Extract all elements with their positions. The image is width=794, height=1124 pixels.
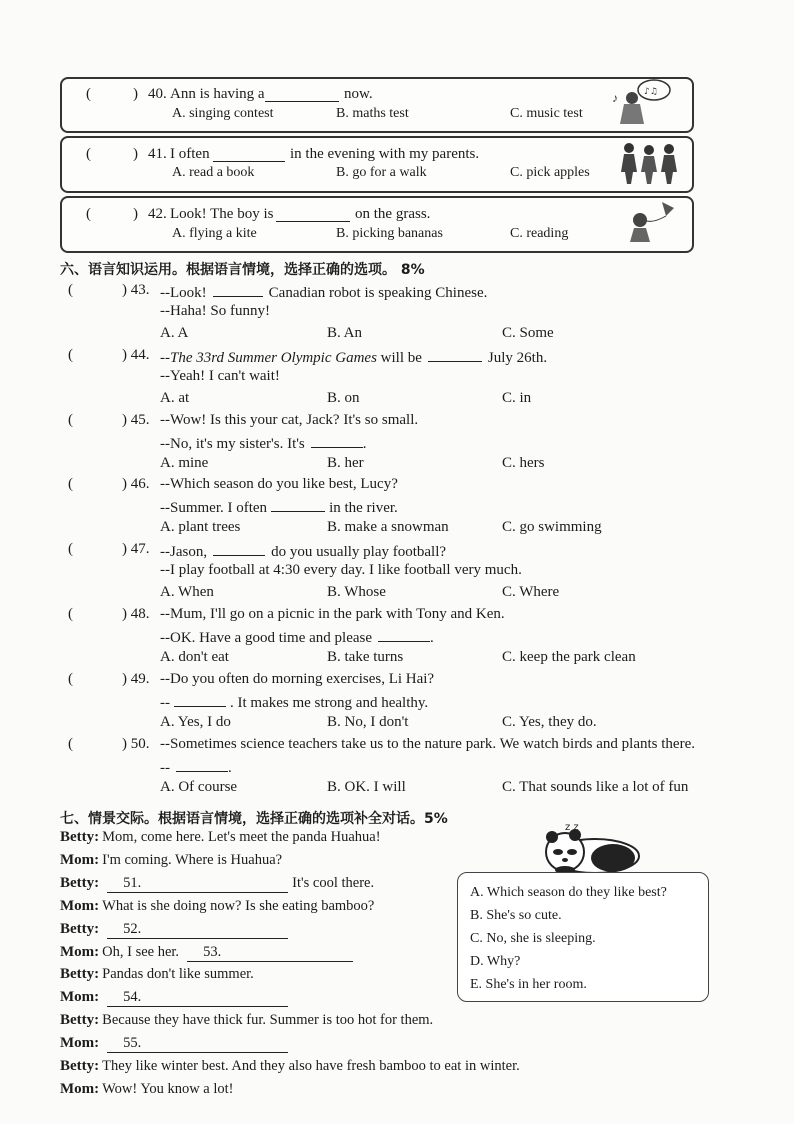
question-text: --Do you often do morning exercises, Li Hai? xyxy=(160,670,435,687)
section-6-title: 六、语言知识运用。根据语言情境，选择正确的选项。 8% xyxy=(60,262,425,278)
speaker-label: Betty: xyxy=(60,1058,100,1074)
sleeping-panda-icon xyxy=(535,818,647,876)
question-line-2 xyxy=(160,562,522,579)
question-line-1 xyxy=(160,736,695,753)
response-text: -- xyxy=(160,694,170,711)
question-text: --Look! xyxy=(160,285,207,301)
question-line-1 xyxy=(160,671,434,688)
question-line-2 xyxy=(160,433,367,453)
answer-paren-left[interactable]: ( xyxy=(68,541,73,558)
question-text: Canadian robot is speaking Chinese. xyxy=(268,285,488,301)
music-notes-icon xyxy=(610,78,672,128)
response-text: --I play football at 4:30 every day. I like football very much. xyxy=(160,562,522,579)
speaker-label: Mom: xyxy=(60,1080,100,1097)
dialogue-line xyxy=(60,898,374,915)
question-number: ) 46. xyxy=(122,476,150,493)
boy-with-kite-icon xyxy=(622,198,682,248)
question-text-before: I often xyxy=(170,146,210,162)
question-number: ) 47. xyxy=(122,541,150,558)
answer-blank[interactable] xyxy=(213,147,285,162)
question-line-1 xyxy=(160,412,418,429)
dialogue-line xyxy=(60,1081,234,1098)
question-text: do you usually play football? xyxy=(271,544,447,561)
option-c[interactable]: C. No, she is sleeping. xyxy=(470,931,596,946)
response-text: --OK. Have a good time and please xyxy=(160,630,373,646)
answer-blank[interactable] xyxy=(428,347,482,362)
question-number: ) 50. xyxy=(122,735,150,752)
response-text: --Summer. I often xyxy=(160,500,268,517)
response-text: -- xyxy=(160,759,170,776)
question-text-before: Ann is having a xyxy=(170,86,265,102)
options-box xyxy=(457,872,709,1002)
answer-blank[interactable]: 53. xyxy=(187,944,353,962)
dialogue-line xyxy=(60,875,374,893)
question-text-after: on the grass. xyxy=(355,206,431,222)
answer-blank[interactable]: 55. xyxy=(107,1035,288,1053)
svg-text:♪: ♪ xyxy=(612,91,618,105)
question-line-2 xyxy=(160,627,434,647)
option-a[interactable]: A. read a book xyxy=(172,165,255,180)
question-text: --Sometimes science teachers take us to the nature park. We watch birds and plants there. xyxy=(160,735,695,752)
speaker-label: Mom: xyxy=(60,1035,100,1052)
answer-paren-right: ) xyxy=(133,146,138,162)
option-b[interactable]: B. picking bananas xyxy=(336,226,443,241)
question-number: 42. xyxy=(148,206,167,222)
dialogue-text: Oh, I see her. xyxy=(102,943,180,960)
question-number: ) 44. xyxy=(122,346,150,363)
answer-blank[interactable] xyxy=(378,627,430,642)
option-b[interactable]: B. Whose xyxy=(327,584,386,601)
question-number: ) 49. xyxy=(122,670,150,687)
answer-paren-left[interactable]: ( xyxy=(68,735,73,752)
response-text: --Haha! So funny! xyxy=(160,303,270,319)
question-box-42 xyxy=(60,196,694,253)
dialogue-text: Pandas don't like summer. xyxy=(102,966,254,983)
question-text: --Mum, I'll go on a picnic in the park with Tony and Ken. xyxy=(160,606,505,622)
section-7-title: 七、情景交际。根据语言情境，选择正确的选项补全对话。5% xyxy=(60,811,448,827)
answer-paren-right: ) xyxy=(133,86,138,102)
dialogue-text: They like winter best. And they also have fresh bamboo to eat in winter. xyxy=(102,1058,520,1074)
answer-blank[interactable] xyxy=(276,207,350,222)
question-text: --Wow! Is this your cat, Jack? It's so small. xyxy=(160,411,419,428)
dialogue-text: Mom, come here. Let's meet the panda Huahua! xyxy=(102,829,381,845)
option-b[interactable]: B. OK. I will xyxy=(327,778,406,795)
question-number: ) 45. xyxy=(122,411,150,428)
option-d[interactable]: D. Why? xyxy=(470,954,521,969)
dialogue-line xyxy=(60,852,282,869)
answer-blank[interactable] xyxy=(311,433,363,448)
speaker-label: Mom: xyxy=(60,851,100,868)
response-text: in the river. xyxy=(329,500,398,517)
question-line-2 xyxy=(160,757,232,777)
option-c[interactable]: C. keep the park clean xyxy=(502,649,636,665)
answer-paren-right: ) xyxy=(133,206,138,222)
speaker-label: Betty: xyxy=(60,829,100,845)
question-text-after: now. xyxy=(344,86,373,102)
punctuation: . xyxy=(362,435,367,452)
speaker-label: Betty: xyxy=(60,1012,100,1029)
dialogue-text: It's cool there. xyxy=(292,874,375,891)
dialogue-text: Because they have thick fur. Summer is too hot for them. xyxy=(102,1012,434,1029)
answer-blank[interactable] xyxy=(271,497,325,512)
question-text: July 26th. xyxy=(487,349,548,366)
option-c[interactable]: C. pick apples xyxy=(510,165,590,180)
dialogue-line xyxy=(60,829,381,846)
option-a[interactable]: A. singing contest xyxy=(172,106,274,121)
option-c[interactable]: C. Yes, they do. xyxy=(502,713,597,730)
svg-text:z z: z z xyxy=(565,822,579,833)
question-line-1 xyxy=(160,347,547,367)
question-text-before: Look! The boy is xyxy=(170,206,274,222)
option-b[interactable]: B. make a snowman xyxy=(327,519,449,536)
answer-paren-left[interactable]: ( xyxy=(68,606,73,622)
option-a[interactable]: A. Yes, I do xyxy=(160,713,231,730)
question-text: --Jason, xyxy=(160,544,208,561)
option-a[interactable]: A. Of course xyxy=(160,778,238,795)
response-text: . It makes me strong and healthy. xyxy=(230,694,429,711)
question-line-2 xyxy=(160,497,398,517)
answer-paren-left[interactable]: ( xyxy=(86,86,91,102)
option-a[interactable]: A. plant trees xyxy=(160,519,241,536)
speaker-label: Betty: xyxy=(60,874,100,891)
speaker-label: Betty: xyxy=(60,920,100,937)
response-text: --Yeah! I can't wait! xyxy=(160,367,280,384)
option-a[interactable]: A. don't eat xyxy=(160,649,229,665)
dialogue-line xyxy=(60,944,353,962)
dialogue-line xyxy=(60,1012,433,1029)
question-line-1 xyxy=(160,282,487,302)
option-c[interactable]: C. music test xyxy=(510,106,583,121)
option-a[interactable]: A. A xyxy=(160,325,189,341)
question-text: --The 33rd Summer Olympic Games will be xyxy=(160,349,422,366)
question-text: --Which season do you like best, Lucy? xyxy=(160,476,398,493)
question-line-1 xyxy=(160,476,398,493)
speaker-label: Betty: xyxy=(60,966,100,983)
response-text: --No, it's my sister's. It's xyxy=(160,435,305,452)
option-b[interactable]: B. No, I don't xyxy=(327,713,409,730)
question-number: ) 48. xyxy=(122,606,150,622)
answer-blank[interactable] xyxy=(176,757,228,772)
answer-blank[interactable]: 52. xyxy=(107,921,288,939)
question-line-2 xyxy=(160,368,280,385)
answer-blank[interactable] xyxy=(265,87,339,102)
answer-blank[interactable] xyxy=(213,282,263,297)
option-a[interactable]: A. Which season do they like best? xyxy=(470,885,667,900)
svg-text:♪♫: ♪♫ xyxy=(644,87,658,97)
answer-paren-left[interactable]: ( xyxy=(68,411,73,428)
option-c[interactable]: C. Where xyxy=(502,584,560,601)
dialogue-line xyxy=(60,1035,288,1053)
dialogue-text: I'm coming. Where is Huahua? xyxy=(102,851,283,868)
dialogue-line xyxy=(60,989,288,1007)
option-c[interactable]: C. go swimming xyxy=(502,519,602,536)
option-a[interactable]: A. mine xyxy=(160,454,209,471)
dialogue-text: What is she doing now? Is she eating bamboo? xyxy=(102,897,375,914)
question-line-2 xyxy=(160,692,428,712)
option-a[interactable]: A. flying a kite xyxy=(172,226,257,241)
question-number: ) 43. xyxy=(122,282,150,298)
answer-blank[interactable] xyxy=(174,692,226,707)
dialogue-text: Wow! You know a lot! xyxy=(102,1080,234,1097)
option-b[interactable]: B. take turns xyxy=(327,649,404,665)
speaker-label: Mom: xyxy=(60,943,100,960)
answer-blank[interactable] xyxy=(213,541,265,556)
question-number: 40. xyxy=(148,86,167,102)
option-b[interactable]: B. go for a walk xyxy=(336,165,427,180)
punctuation: . xyxy=(228,759,232,776)
option-b[interactable]: B. maths test xyxy=(336,106,409,121)
option-a[interactable]: A. When xyxy=(160,584,214,601)
option-c[interactable]: C. Some xyxy=(502,325,554,341)
dialogue-line xyxy=(60,1058,520,1075)
dialogue-line xyxy=(60,966,254,983)
speaker-label: Mom: xyxy=(60,897,100,914)
option-c[interactable]: C. That sounds like a lot of fun xyxy=(502,778,689,795)
question-text-after: in the evening with my parents. xyxy=(290,146,480,162)
option-e[interactable]: E. She's in her room. xyxy=(470,977,587,992)
answer-paren-left[interactable]: ( xyxy=(86,206,91,222)
option-b[interactable]: B. on xyxy=(327,389,360,406)
family-walking-icon xyxy=(615,140,683,186)
question-line-2 xyxy=(160,303,270,320)
question-line-1 xyxy=(160,541,446,561)
option-c[interactable]: C. in xyxy=(502,389,532,406)
speaker-label: Mom: xyxy=(60,989,100,1006)
option-b[interactable]: B. An xyxy=(327,325,363,341)
option-b[interactable]: B. her xyxy=(327,454,364,471)
answer-blank[interactable]: 54. xyxy=(107,989,288,1007)
answer-blank[interactable]: 51. xyxy=(107,875,288,893)
answer-paren-left[interactable]: ( xyxy=(68,282,73,298)
answer-paren-left[interactable]: ( xyxy=(86,146,91,162)
answer-paren-left[interactable]: ( xyxy=(68,670,73,687)
punctuation: . xyxy=(430,630,434,646)
dialogue-line xyxy=(60,921,288,939)
option-c[interactable]: C. reading xyxy=(510,226,569,241)
question-line-1 xyxy=(160,606,505,623)
answer-paren-left[interactable]: ( xyxy=(68,476,73,493)
question-number: 41. xyxy=(148,146,167,162)
option-a[interactable]: A. at xyxy=(160,389,190,406)
option-b[interactable]: B. She's so cute. xyxy=(470,908,562,923)
answer-paren-left[interactable]: ( xyxy=(68,346,73,363)
option-c[interactable]: C. hers xyxy=(502,454,545,471)
